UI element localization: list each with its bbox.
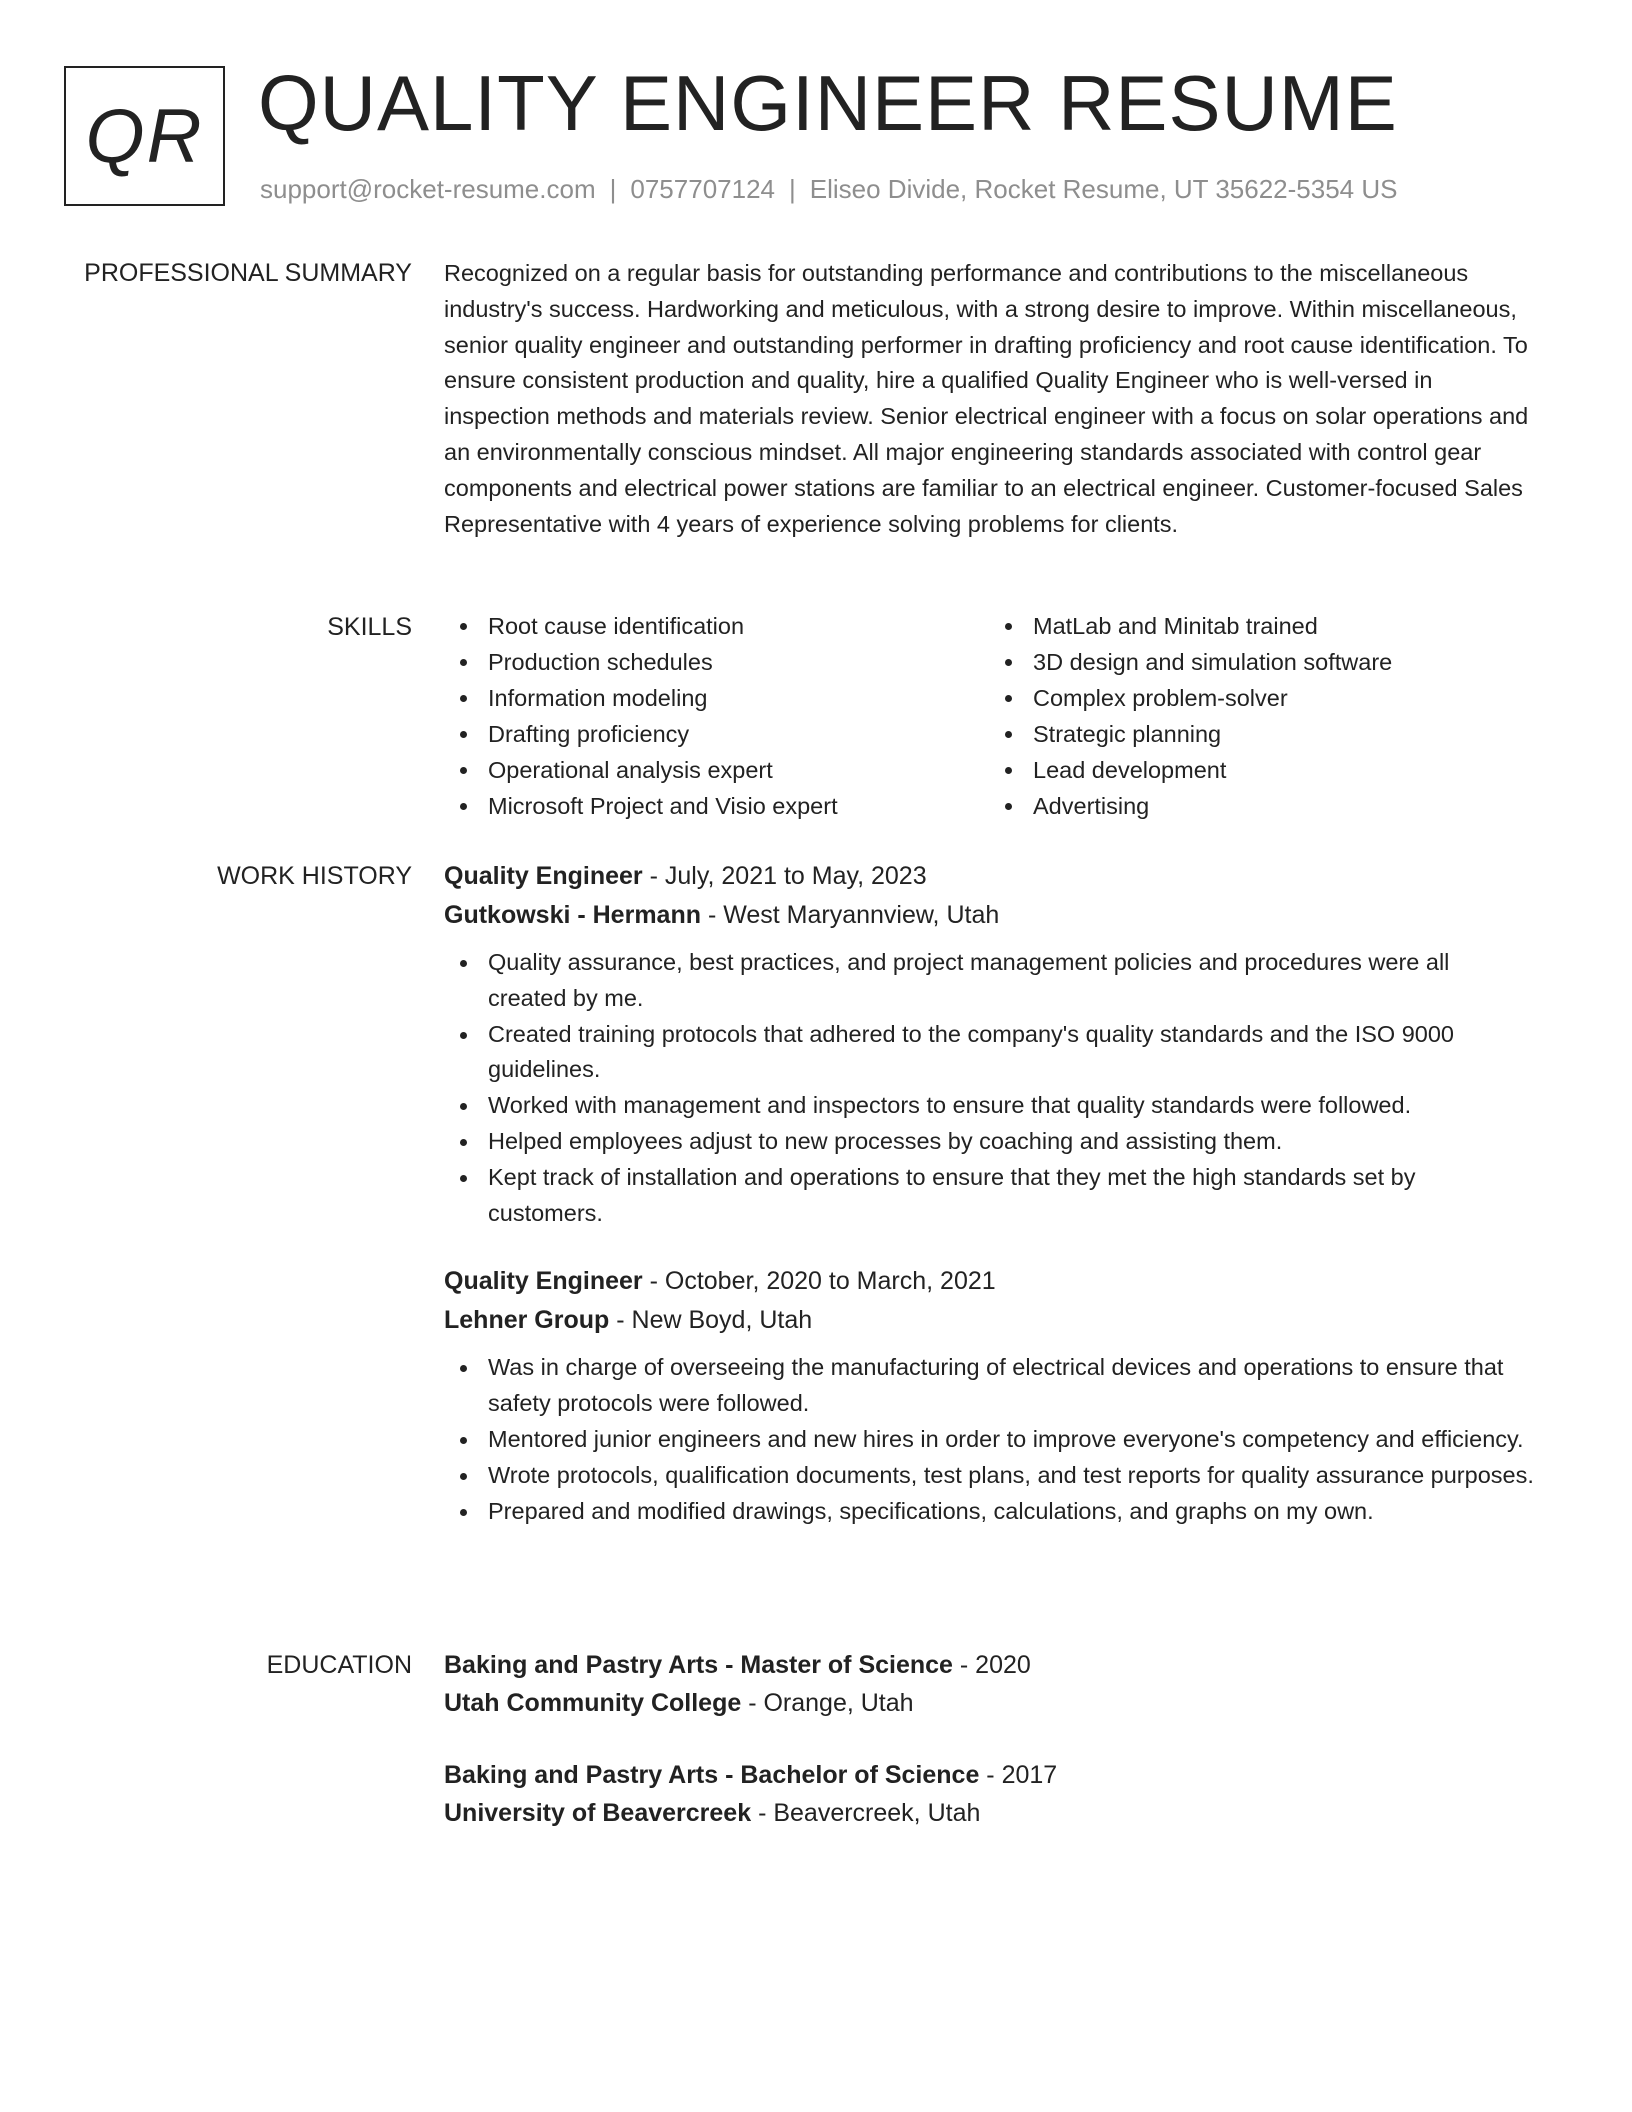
skills-list-right [989, 608, 1534, 824]
degree-line [444, 1646, 1534, 1684]
job-duty: Mentored junior engineers and new hires in order to improve everyone's competency and efficiency. [444, 1422, 1534, 1458]
contact-address: Eliseo Divide, Rocket Resume, UT 35622-5354 US [809, 174, 1398, 204]
school-location: - Beavercreek, Utah [751, 1799, 981, 1827]
skill-item: Advertising [989, 788, 1534, 824]
job-title: Quality Engineer [444, 1267, 643, 1296]
skill-item: Root cause identification [444, 608, 989, 644]
contact-line [260, 174, 1397, 204]
monogram-text: QR [85, 93, 204, 179]
education-entry [444, 1646, 1534, 1722]
job-entry [444, 857, 1534, 1231]
degree-line [444, 1756, 1534, 1794]
skill-item: MatLab and Minitab trained [989, 608, 1534, 644]
contact-separator: | [789, 174, 796, 204]
school-line [444, 1684, 1534, 1722]
skill-item: Drafting proficiency [444, 716, 989, 752]
job-entry [444, 1262, 1534, 1529]
job-dates: - October, 2020 to March, 2021 [642, 1267, 996, 1296]
education-heading: EDUCATION [266, 1651, 412, 1679]
job-location: - New Boyd, Utah [609, 1306, 813, 1335]
job-title-line [444, 1262, 1534, 1301]
degree-year: - 2017 [979, 1761, 1058, 1789]
job-company: Lehner Group [444, 1306, 610, 1335]
school-name: Utah Community College [444, 1689, 742, 1717]
job-duty: Wrote protocols, qualification documents, test plans, and test reports for quality assurance purposes. [444, 1458, 1534, 1494]
contact-separator: | [609, 174, 617, 204]
skill-item: Microsoft Project and Visio expert [444, 788, 989, 824]
skills-heading: SKILLS [327, 613, 412, 641]
job-duties [444, 1350, 1534, 1529]
job-company: Gutkowski - Hermann [444, 901, 701, 929]
skill-item: Production schedules [444, 644, 989, 680]
job-duty: Prepared and modified drawings, specifications, calculations, and graphs on my own. [444, 1494, 1534, 1530]
job-company-line [444, 896, 1534, 935]
skill-item: Operational analysis expert [444, 752, 989, 788]
job-duty: Worked with management and inspectors to ensure that quality standards were followed. [444, 1088, 1534, 1124]
resume-title: QUALITY ENGINEER RESUME [258, 59, 1398, 147]
skill-item: 3D design and simulation software [989, 644, 1534, 680]
school-line [444, 1794, 1534, 1832]
job-duty: Kept track of installation and operations to ensure that they met the high standards set by customers. [444, 1160, 1534, 1232]
skill-item: Information modeling [444, 680, 989, 716]
education-entry [444, 1756, 1534, 1832]
job-duty: Helped employees adjust to new processes by coaching and assisting them. [444, 1124, 1534, 1160]
school-name: University of Beavercreek [444, 1799, 752, 1827]
skill-item: Strategic planning [989, 716, 1534, 752]
work-history-heading: WORK HISTORY [217, 862, 412, 890]
job-dates: - July, 2021 to May, 2023 [642, 862, 927, 890]
job-duties [444, 945, 1534, 1231]
job-location: - West Maryannview, Utah [701, 901, 1000, 929]
job-duty: Was in charge of overseeing the manufacturing of electrical devices and operations to ensure that safety protocols were followed. [444, 1350, 1534, 1422]
summary-text: Recognized on a regular basis for outstanding performance and contributions to the miscellaneous industry's success. Hardworking and meticulous, with a strong desire to improve. Within miscellaneous, senior quality engineer and outstanding performer in drafting proficiency and root cause identification. To ensure consistent production and quality, hire a qualified Quality Engineer who is well-versed in inspection methods and materials review. Senior electrical engineer with a focus on solar operations and an environmentally conscious mindset. All major engineering standards associated with control gear components and electrical power stations are familiar to an electrical engineer. Customer-focused Sales Representative with 4 years of experience solving problems for clients. [444, 260, 1529, 537]
job-company-line [444, 1301, 1534, 1340]
degree-name: Baking and Pastry Arts - Bachelor of Science [444, 1761, 980, 1789]
skill-item: Lead development [989, 752, 1534, 788]
job-duty: Created training protocols that adhered to the company's quality standards and the ISO 9000 guidelines. [444, 1017, 1534, 1089]
job-title-line [444, 857, 1534, 896]
degree-name: Baking and Pastry Arts - Master of Science [444, 1651, 953, 1679]
job-title: Quality Engineer [444, 862, 643, 890]
monogram-logo [64, 66, 225, 206]
degree-year: - 2020 [952, 1651, 1031, 1679]
job-duty: Quality assurance, best practices, and project management policies and procedures were all created by me. [444, 945, 1534, 1017]
school-location: - Orange, Utah [741, 1689, 914, 1717]
summary-heading: PROFESSIONAL SUMMARY [84, 259, 412, 287]
contact-phone: 0757707124 [630, 174, 775, 204]
contact-email: support@rocket-resume.com [260, 174, 596, 204]
skills-list-left [444, 608, 989, 824]
skill-item: Complex problem-solver [989, 680, 1534, 716]
